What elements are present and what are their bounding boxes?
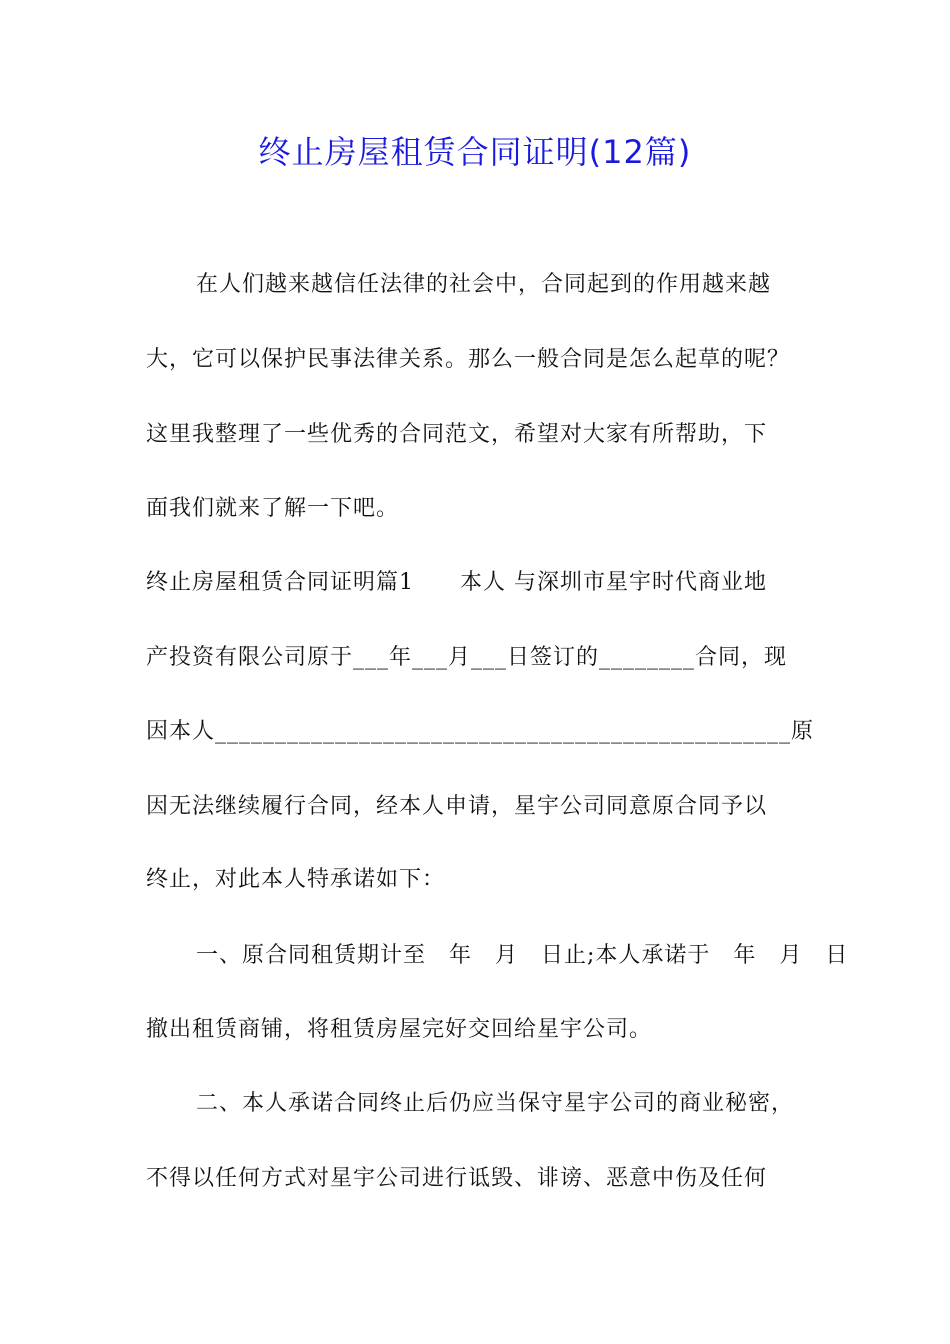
paragraph-line: 终止，对此本人特承诺如下： [146,867,446,892]
paragraph-line: 因本人________________________________________________原 [146,719,815,744]
paragraph-line: 不得以任何方式对星宇公司进行诋毁、诽谤、恶意中伤及任何 [146,1166,768,1191]
paragraph-line: 这里我整理了一些优秀的合同范文，希望对大家有所帮助，下 [146,422,768,447]
paragraph-line: 产投资有限公司原于___年___月___日签订的________合同，现 [146,645,788,670]
paragraph-line: 在人们越来越信任法律的社会中，合同起到的作用越来越 [196,272,772,297]
paragraph-line: 二、本人承诺合同终止后仍应当保守星宇公司的商业秘密， [196,1091,795,1116]
paragraph-line: 一、原合同租赁期计至 年 月 日止;本人承诺于 年 月 日 [196,943,849,968]
paragraph-line: 终止房屋租赁合同证明篇1 本人 与深圳市星宇时代商业地 [146,570,767,595]
paragraph-line: 大，它可以保护民事法律关系。那么一般合同是怎么起草的呢？ [146,347,791,372]
document-title: 终止房屋租赁合同证明(12篇) [258,133,692,171]
paragraph-line: 因无法继续履行合同，经本人申请，星宇公司同意原合同予以 [146,794,768,819]
paragraph-line: 面我们就来了解一下吧。 [146,496,400,521]
paragraph-line: 撤出租赁商铺，将租赁房屋完好交回给星宇公司。 [146,1017,653,1042]
